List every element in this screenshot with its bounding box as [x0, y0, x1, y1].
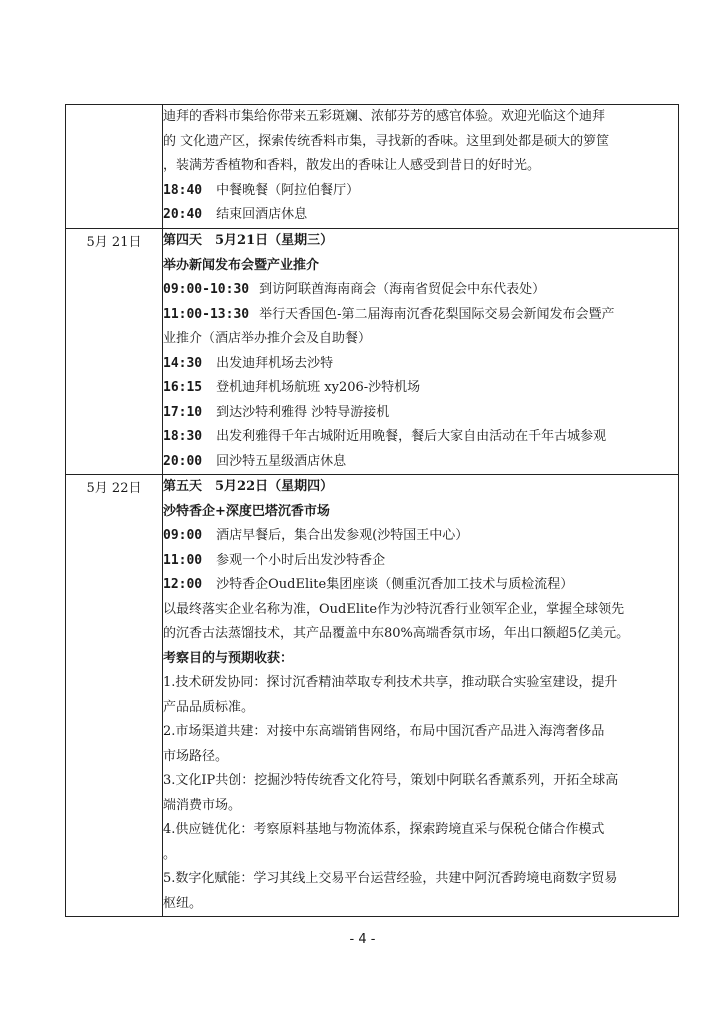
date-cell	[66, 229, 163, 475]
content-cell	[163, 105, 679, 229]
date-label: 5月 22日	[86, 481, 142, 496]
table-row-day-5	[66, 475, 679, 917]
date-cell	[66, 105, 163, 229]
content-cell	[163, 229, 679, 475]
time-label: 09:00-10:30	[163, 282, 250, 297]
table-row-day-4	[66, 229, 679, 475]
time-label: 11:00-13:30	[163, 306, 250, 322]
text-line: 枢纽。	[163, 895, 203, 911]
itinerary-sheet	[65, 104, 678, 917]
time-label: 18:40	[163, 182, 203, 198]
activity-text: 到达沙特利雅得 沙特导游接机	[216, 404, 390, 420]
time-label: 11:00	[163, 552, 203, 568]
page-number: - 4 -	[349, 932, 376, 947]
text-line: 迪拜的香料市集给你带来五彩斑斓、浓郁芬芳的感官体验。欢迎光临这个迪拜	[163, 109, 606, 124]
itinerary-table	[65, 104, 679, 917]
activity-text: 沙特香企OudElite集团座谈（侧重沉香加工技术与质检流程）	[216, 577, 574, 592]
text-line: 3.文化IP共创：挖掘沙特传统香文化符号，策划中阿联名香薰系列，开拓全球高	[163, 773, 619, 788]
text-line: 1.技术研发协同：探讨沉香精油萃取专利技术共享，推动联合实验室建设，提升	[163, 675, 618, 690]
schedule-item	[163, 179, 678, 204]
time-label: 18:30	[163, 429, 203, 444]
day-subtitle: 沙特香企+深度巴塔沉香市场	[163, 503, 330, 519]
time-label: 20:40	[163, 207, 203, 222]
activity-text: 出发利雅得千年古城附近用晚餐，餐后大家自由活动在千年古城参观	[216, 429, 607, 444]
schedule-item	[163, 573, 678, 598]
activity-text: 酒店早餐后，集合出发参观(沙特国王中心）	[216, 528, 469, 543]
activity-text: 出发迪拜机场去沙特	[216, 355, 334, 371]
time-label: 09:00	[163, 528, 203, 543]
schedule-item	[163, 376, 678, 401]
schedule-item	[163, 425, 678, 450]
schedule-item	[163, 278, 678, 303]
text-line: ，装满芳香植物和香料，散发出的香味让人感受到昔日的好时光。	[163, 158, 541, 173]
table-row-continuation	[66, 105, 679, 229]
content-cell	[163, 475, 679, 917]
day-subtitle: 举办新闻发布会暨产业推介	[163, 257, 320, 273]
activity-text: 回沙特五星级酒店休息	[216, 453, 347, 469]
text-line: 的沉香古法蒸馏技术，其产品覆盖中东80%高端香氛市场，年出口额超5亿美元。	[163, 626, 630, 641]
activity-text: 结束回酒店休息	[216, 207, 308, 222]
day-title: 第五天 5月22日（星期四）	[163, 479, 334, 494]
schedule-item	[163, 303, 678, 328]
time-label: 16:15	[163, 380, 203, 395]
text-line: 端消费市场。	[163, 797, 242, 813]
text-line: 。	[163, 846, 177, 862]
text-line: 产品品质标准。	[163, 699, 255, 715]
text-line: 4.供应链优化：考察原料基地与物流体系，探索跨境直采与保税仓储合作模式	[163, 822, 605, 837]
date-cell	[66, 475, 163, 917]
time-label: 20:00	[163, 453, 203, 469]
text-line: 5.数字化赋能：学习其线上交易平台运营经验，共建中阿沉香跨境电商数字贸易	[163, 871, 618, 886]
schedule-item	[163, 549, 678, 574]
text-line: 业推介（酒店举办推介会及自助餐）	[163, 331, 372, 346]
activity-text: 举行天香国色-第二届海南沉香花梨国际交易会新闻发布会暨产	[259, 306, 615, 322]
schedule-item	[163, 450, 678, 475]
schedule-item	[163, 203, 678, 228]
schedule-item	[163, 524, 678, 549]
schedule-item	[163, 352, 678, 377]
activity-text: 中餐晚餐（阿拉伯餐厅）	[216, 182, 360, 198]
time-label: 17:10	[163, 404, 203, 420]
text-line: 以最终落实企业名称为准，OudElite作为沙特沉香行业领军企业，掌握全球领先	[163, 601, 625, 617]
date-label	[66, 105, 162, 107]
text-line: 2.市场渠道共建：对接中东高端销售网络，布局中国沉香产品进入海湾奢侈品	[163, 724, 605, 739]
activity-text: 参观一个小时后出发沙特香企	[216, 552, 386, 568]
text-line: 市场路径。	[163, 748, 229, 764]
time-label: 14:30	[163, 355, 203, 371]
activity-text: 到访阿联酋海南商会（海南省贸促会中东代表处）	[259, 282, 546, 297]
date-label: 5月 21日	[86, 235, 142, 250]
section-heading: 考察目的与预期收获：	[163, 650, 294, 666]
schedule-item	[163, 401, 678, 426]
activity-text: 登机迪拜机场航班 xy206-沙特机场	[216, 380, 421, 395]
time-label: 12:00	[163, 577, 203, 592]
text-line: 的 文化遗产区，探索传统香料市集，寻找新的香味。这里到处都是硕大的箩筐	[163, 133, 610, 149]
day-title: 第四天 5月21日（星期三）	[163, 233, 334, 248]
